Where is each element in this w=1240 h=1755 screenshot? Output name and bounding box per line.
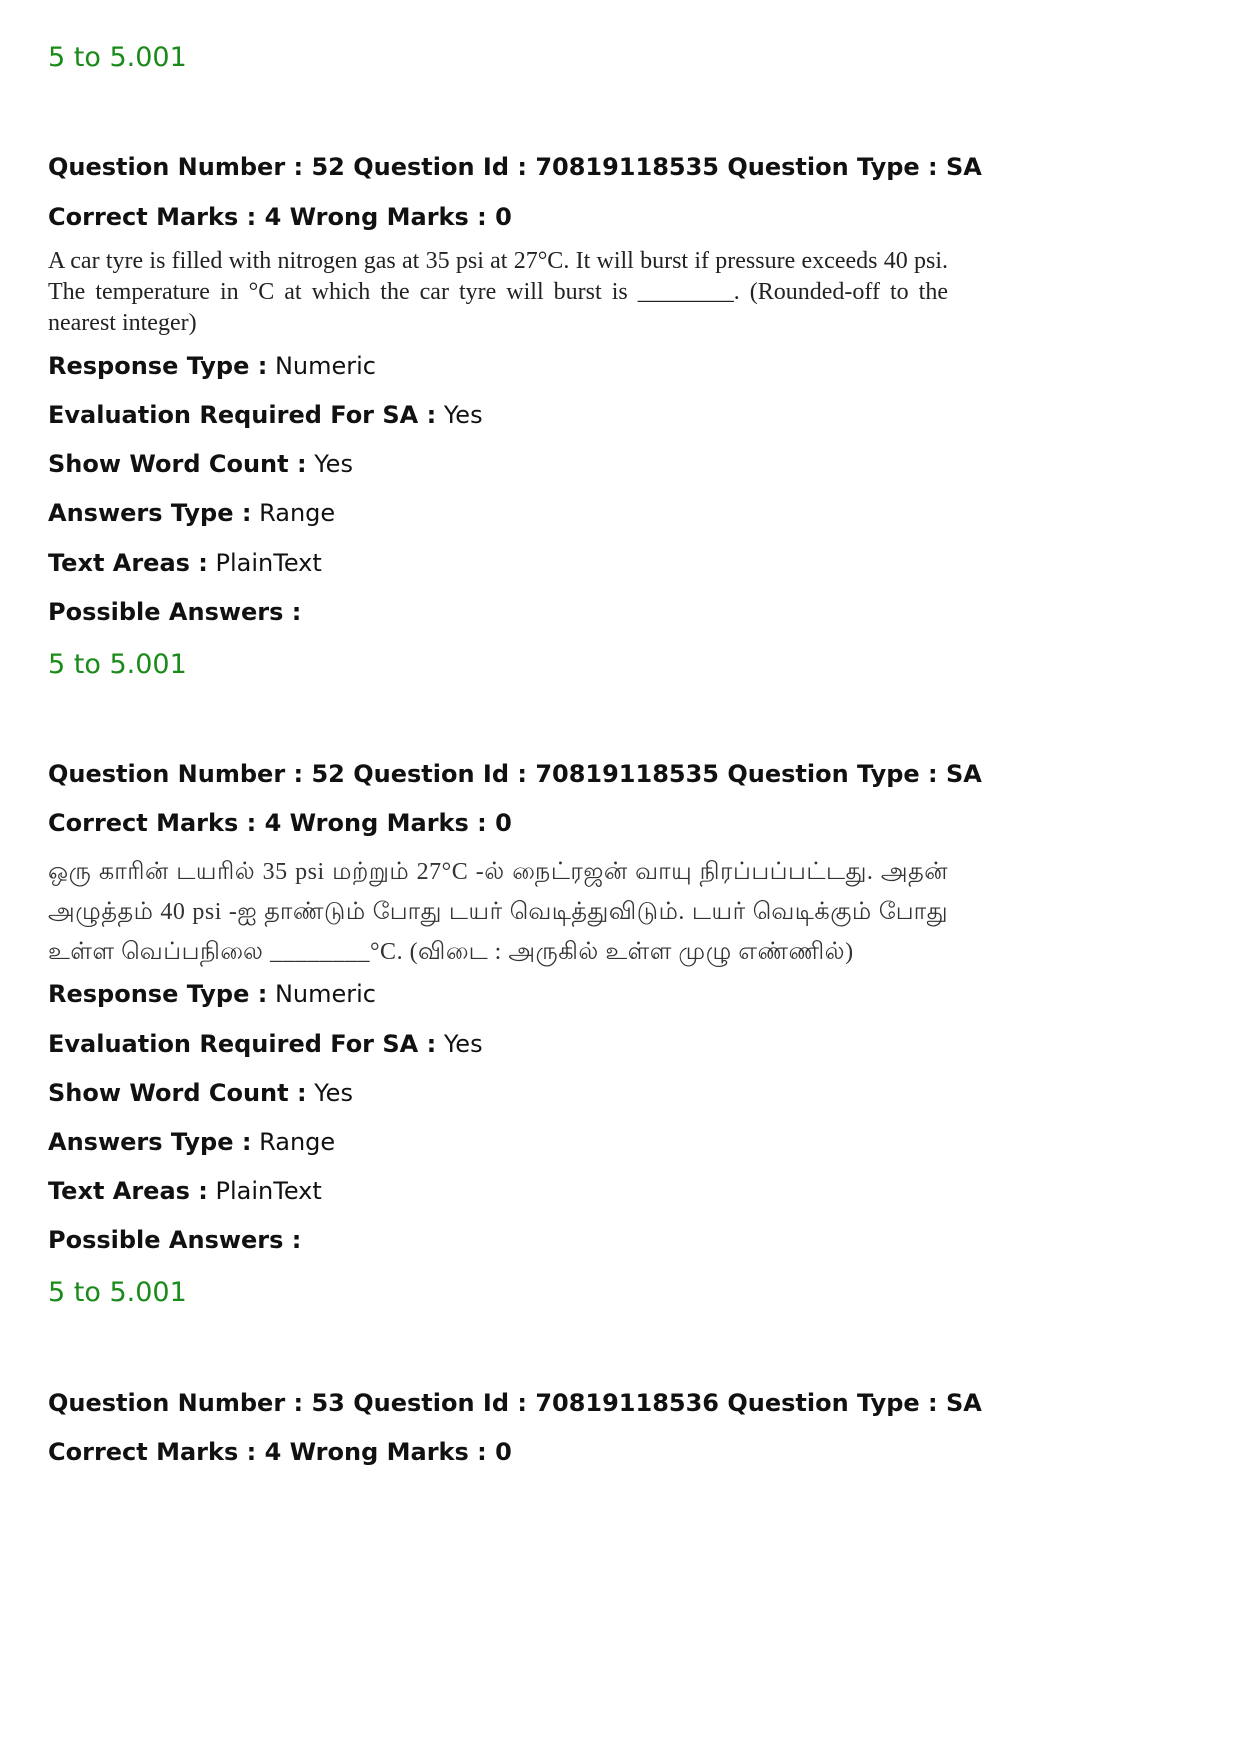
field-value: Yes <box>443 401 483 429</box>
field-label: Evaluation Required For SA : <box>48 1030 437 1058</box>
answers-type-field <box>48 1128 335 1156</box>
answers-type-field <box>48 499 335 527</box>
field-value: Yes <box>314 1079 353 1107</box>
question-marks: Correct Marks : 4 Wrong Marks : 0 <box>48 809 512 837</box>
field-label: Response Type : <box>48 980 268 1008</box>
possible-answer-value: 5 to 5.001 <box>48 42 187 73</box>
field-value: Yes <box>314 450 353 478</box>
field-label: Possible Answers : <box>48 1226 302 1254</box>
field-value: Range <box>259 499 336 527</box>
field-label: Text Areas : <box>48 549 208 577</box>
field-value: Numeric <box>274 352 376 380</box>
text-areas-field <box>48 1177 322 1205</box>
evaluation-required-field <box>48 1030 483 1058</box>
field-label: Show Word Count : <box>48 450 307 478</box>
possible-answers-field <box>48 598 301 626</box>
question-marks: Correct Marks : 4 Wrong Marks : 0 <box>48 203 512 231</box>
field-value: PlainText <box>215 1177 322 1205</box>
field-label: Possible Answers : <box>48 598 302 626</box>
field-label: Answers Type : <box>48 1128 252 1156</box>
show-word-count-field <box>48 450 353 478</box>
field-label: Evaluation Required For SA : <box>48 401 437 429</box>
field-label: Show Word Count : <box>48 1079 307 1107</box>
field-label: Response Type : <box>48 352 268 380</box>
field-value: Range <box>259 1128 336 1156</box>
field-value: Numeric <box>274 980 376 1008</box>
field-label: Answers Type : <box>48 499 252 527</box>
question-header: Question Number : 52 Question Id : 70819118535 Question Type : SA <box>48 760 982 788</box>
evaluation-required-field <box>48 401 483 429</box>
possible-answer-value: 5 to 5.001 <box>48 1277 187 1308</box>
text-areas-field <box>48 549 322 577</box>
question-marks: Correct Marks : 4 Wrong Marks : 0 <box>48 1438 512 1466</box>
question-text: A car tyre is filled with nitrogen gas at 35 psi at 27°C. It will burst if pressure exceeds 40 psi. The temperature in °C at which the car tyre will burst is ________. (Rounded-off to the nearest integer) <box>48 248 948 336</box>
possible-answer-value: 5 to 5.001 <box>48 649 187 680</box>
question-text: ஒரு காரின் டயரில் 35 psi மற்றும் 27°C -ல் நைட்ரஜன் வாயு நிரப்பப்பட்டது. அதன் அழுத்தம் 40 psi -ஐ தாண்டும் போது டயர் வெடித்துவிடும். டயர் வெடிக்கும் போது உள்ள வெப்பநிலை ________°C. (விடை : அருகில் உள்ள முழு எண்ணில்) <box>48 859 949 965</box>
show-word-count-field <box>48 1079 353 1107</box>
response-type-field <box>48 352 376 380</box>
field-value: PlainText <box>215 549 322 577</box>
response-type-field <box>48 980 376 1008</box>
question-header: Question Number : 52 Question Id : 70819118535 Question Type : SA <box>48 153 982 181</box>
field-value: Yes <box>443 1030 483 1058</box>
question-header: Question Number : 53 Question Id : 70819118536 Question Type : SA <box>48 1389 982 1417</box>
field-label: Text Areas : <box>48 1177 208 1205</box>
possible-answers-field <box>48 1226 301 1254</box>
